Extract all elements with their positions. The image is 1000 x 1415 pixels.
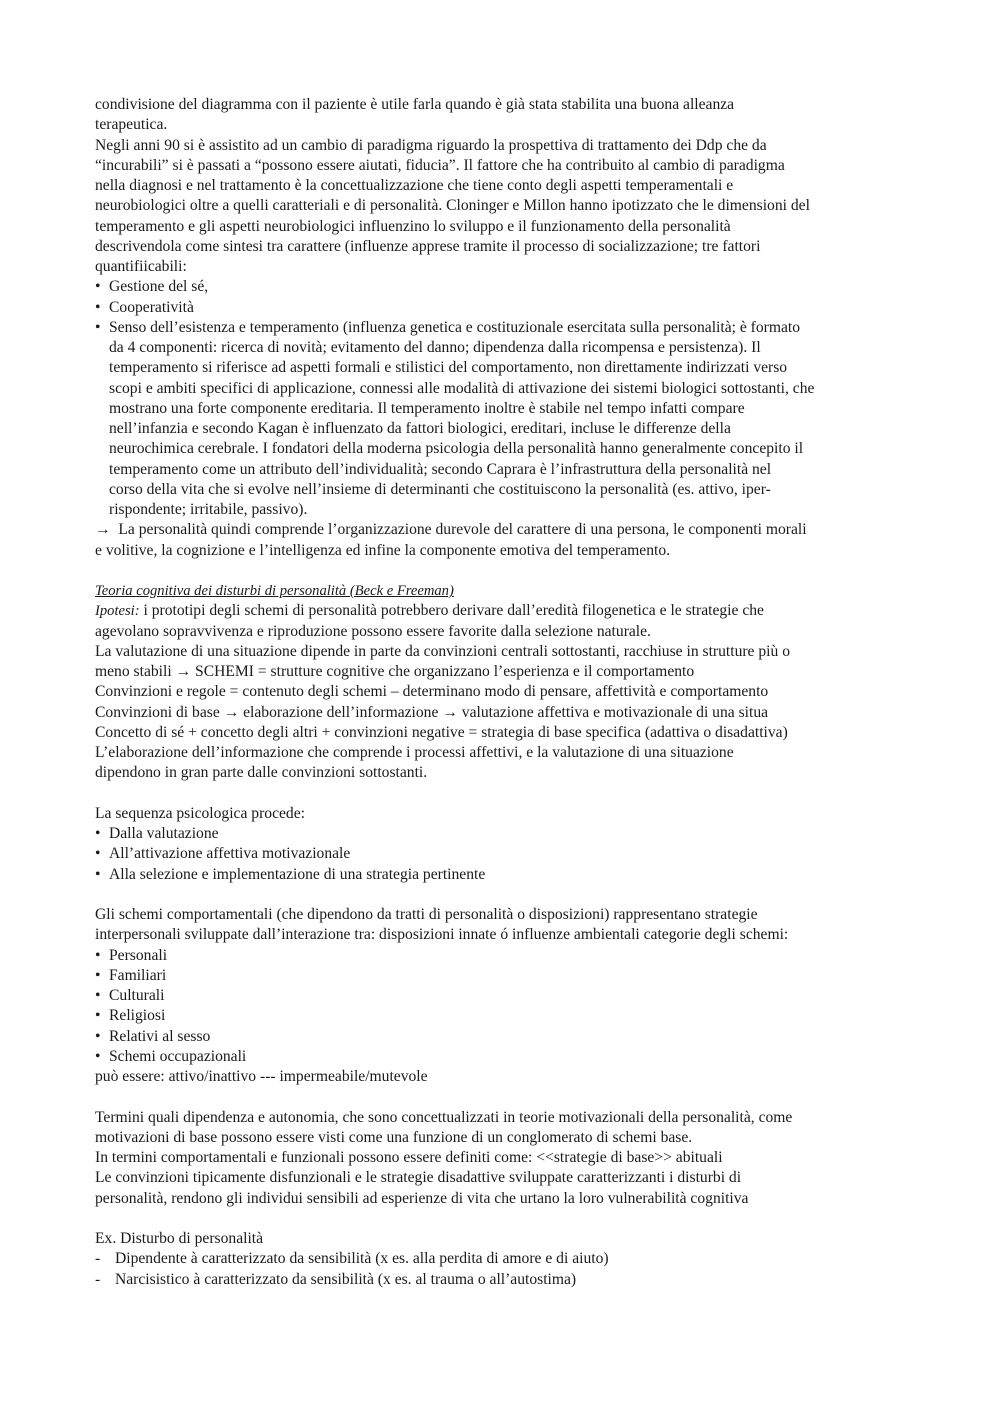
text-line: e volitive, la cognizione e l’intelligenza ed infine la componente emotiva del temperamento.: [95, 541, 671, 559]
list-item-text: Relativi al sesso: [109, 1027, 211, 1045]
list-item-text: Gestione del sé,: [109, 278, 209, 296]
text-line: Concetto di sé + concetto degli altri + convinzioni negative = strategia di base specifica (adattiva o disadattiva): [95, 723, 788, 741]
text-line: L’elaborazione dell’informazione che comprende i processi affettivi, e la valutazione di una situazione: [95, 744, 734, 761]
list-item: [95, 277, 915, 297]
example-list: [95, 1249, 915, 1290]
list-item-continuation: da 4 componenti: ricerca di novità; evitamento del danno; dipendenza dalla ricompensa e persistenza). Il: [109, 339, 761, 356]
text-line: Gli schemi comportamentali (che dipendono da tratti di personalità o disposizioni) rappresentano strategie: [95, 906, 758, 923]
list-item-continuation: temperamento come un attributo dell’individualità; secondo Caprara è l’infrastruttura della personalità nel: [109, 460, 772, 478]
sequence-intro: La sequenza psicologica procede:: [95, 804, 305, 822]
text-line: descrivendola come sintesi tra carattere (influenze apprese tramite il processo di socializzazione; tre fattori: [95, 237, 761, 255]
text-line: temperamento e gli aspetti neurobiologici influenzino lo sviluppo e il funzionamento della personalità: [95, 217, 731, 235]
scheme-note: può essere: attivo/inattivo --- impermeabile/mutevole: [95, 1068, 428, 1085]
list-item-temperament: [95, 318, 915, 521]
list-item-text: All’attivazione affettiva motivazionale: [109, 845, 351, 863]
text-line: Convinzioni e regole = contenuto degli schemi – determinano modo di pensare, affettività e comportamento: [95, 683, 769, 701]
list-item-continuation: rispondente; irritabile, passivo).: [109, 501, 308, 518]
text-line: Negli anni 90 si è assistito ad un cambio di paradigma riguardo la prospettiva di trattamento dei Ddp che da: [95, 136, 767, 154]
bullet-icon: •: [95, 1007, 101, 1025]
sequence-list: [95, 824, 915, 885]
list-item: [95, 986, 915, 1006]
text-line: agevolano sopravvivenza e riproduzione possono essere favorite dalla selezione naturale.: [95, 622, 651, 640]
bullet-icon: •: [95, 987, 101, 1004]
list-item: [95, 844, 915, 864]
text-line: [95, 520, 915, 540]
list-item-text: Alla selezione e implementazione di una strategia pertinente: [109, 865, 486, 883]
intro-paragraph: [95, 95, 915, 277]
bullet-icon: •: [95, 278, 101, 296]
text-line: interpersonali sviluppate dall’interazione tra: disposizioni innate ó influenze ambientali categorie degli schemi:: [95, 926, 789, 944]
list-item: [95, 1249, 915, 1269]
scheme-list: [95, 946, 915, 1068]
section-title: Teoria cognitiva dei disturbi di personalità (Beck e Freeman): [95, 583, 454, 599]
bullet-icon: •: [95, 946, 101, 964]
list-item-text: Narcisistico à caratterizzato da sensibilità (x es. al trauma o all’autostima): [115, 1270, 577, 1288]
bullet-icon: •: [95, 318, 101, 336]
bullet-icon: •: [95, 298, 101, 316]
text-line: In termini comportamentali e funzionali possono essere definiti come: <<strategie di base>> abituali: [95, 1149, 723, 1166]
list-item-continuation: temperamento si riferisce ad aspetti formali e stilistici del comportamento, non direttamente indirizzati verso: [109, 359, 788, 377]
text-line: Le convinzioni tipicamente disfunzionali e le strategie disadattive sviluppate caratterizzanti i disturbi di: [95, 1169, 742, 1187]
bullet-icon: •: [95, 845, 101, 863]
list-item-continuation: scopi e ambiti specifici di applicazione, connessi alle modalità di attivazione dei sistemi biologici sottostanti, che: [109, 379, 815, 397]
schemes-paragraph: [95, 905, 915, 946]
list-item-text: Personali: [109, 946, 168, 964]
factor-list: [95, 277, 915, 520]
list-item-text: Schemi occupazionali: [109, 1047, 247, 1065]
hypothesis-label: Ipotesi:: [95, 603, 140, 620]
hypothesis-text: i prototipi degli schemi di personalità potrebbero derivare dall’eredità filogenetica e le strategie che: [139, 602, 764, 620]
bullet-icon: •: [95, 1047, 101, 1065]
text-line: La valutazione di una situazione dipende in parte da convinzioni centrali sottostanti, racchiuse in strutture più o: [95, 642, 791, 660]
text-line: condivisione del diagramma con il paziente è utile farla quando è già stata stabilita una buona alleanza: [95, 96, 735, 113]
list-item-continuation: corso della vita che si evolve nell’insieme di determinanti che costituiscono la personalità (es. attivo, iper-: [109, 480, 771, 498]
text-line: dipendono in gran parte dalle convinzioni sottostanti.: [95, 764, 428, 782]
list-item-text: Familiari: [109, 966, 167, 984]
text-line: motivazioni di base possono essere visti come una funzione di un conglomerato di schemi base.: [95, 1128, 693, 1146]
text-line: terapeutica.: [95, 116, 168, 134]
text-line: personalità, rendono gli individui sensibili ad esperienze di vita che urtano la loro vulnerabilità cognitiva: [95, 1189, 749, 1207]
list-item-text: Religiosi: [109, 1007, 166, 1025]
list-item-continuation: nell’infanzia e secondo Kagan è influenzato da fattori biologici, ereditari, incluse le differenze della: [109, 420, 731, 437]
arrow-icon: →: [95, 521, 111, 539]
terms-paragraph: [95, 1108, 915, 1209]
text-line: meno stabili → SCHEMI = strutture cognitive che organizzano l’esperienza e il comportamento: [95, 663, 695, 680]
list-item-text: Senso dell’esistenza e temperamento (influenza genetica e costituzionale esercitata sulla personalità; è formato: [109, 318, 801, 336]
text-line: Convinzioni di base → elaborazione dell’informazione → valutazione affettiva e motivazionale di una situa: [95, 703, 769, 721]
list-item: [95, 865, 915, 885]
document-page: [95, 95, 915, 1290]
list-item: [95, 1006, 915, 1026]
bullet-icon: •: [95, 865, 101, 883]
list-item: [95, 298, 915, 318]
list-item: [95, 1270, 915, 1290]
list-item-continuation: mostrano una forte componente ereditaria. Il temperamento inoltre è stabile nel tempo infatti compare: [109, 399, 745, 417]
list-item-first-line: [95, 318, 915, 338]
list-item-text: Dalla valutazione: [109, 825, 219, 842]
list-item: [95, 824, 915, 844]
bullet-icon: •: [95, 1027, 101, 1045]
conclusion-text: La personalità quindi comprende l’organizzazione durevole del carattere di una persona, le componenti morali: [118, 521, 807, 539]
text-line: neurobiologici oltre a quelli caratteriali e di personalità. Cloninger e Millon hanno ipotizzato che le dimensioni del: [95, 197, 810, 215]
list-item-continuation: neurochimica cerebrale. I fondatori della moderna psicologia della personalità hanno generalmente concepito il: [109, 440, 804, 458]
dash-icon: -: [95, 1270, 101, 1288]
list-item-text: Dipendente à caratterizzato da sensibilità (x es. alla perdita di amore e di aiuto): [115, 1250, 609, 1268]
text-line: nella diagnosi e nel trattamento è la concettualizzazione che tiene conto degli aspetti temperamentali e: [95, 177, 734, 194]
list-item: [95, 1027, 915, 1047]
list-item: [95, 1047, 915, 1067]
list-item: [95, 946, 915, 966]
hypothesis-line: [95, 601, 915, 621]
text-line: “incurabili” si è passati a “possono essere aiutati, fiducia”. Il fattore che ha contribuito al cambio di paradigma: [95, 156, 785, 174]
list-item-text: Culturali: [109, 987, 165, 1004]
list-item: [95, 966, 915, 986]
example-title: Ex. Disturbo di personalità: [95, 1230, 264, 1247]
list-item-text: Cooperatività: [109, 298, 194, 316]
bullet-icon: •: [95, 966, 101, 984]
text-line: quantifiicabili:: [95, 258, 187, 275]
dash-icon: -: [95, 1250, 101, 1268]
conclusion-paragraph: [95, 520, 915, 561]
beck-paragraph: [95, 622, 915, 784]
text-line: Termini quali dipendenza e autonomia, che sono concettualizzati in teorie motivazionali della personalità, come: [95, 1108, 793, 1126]
bullet-icon: •: [95, 825, 101, 842]
